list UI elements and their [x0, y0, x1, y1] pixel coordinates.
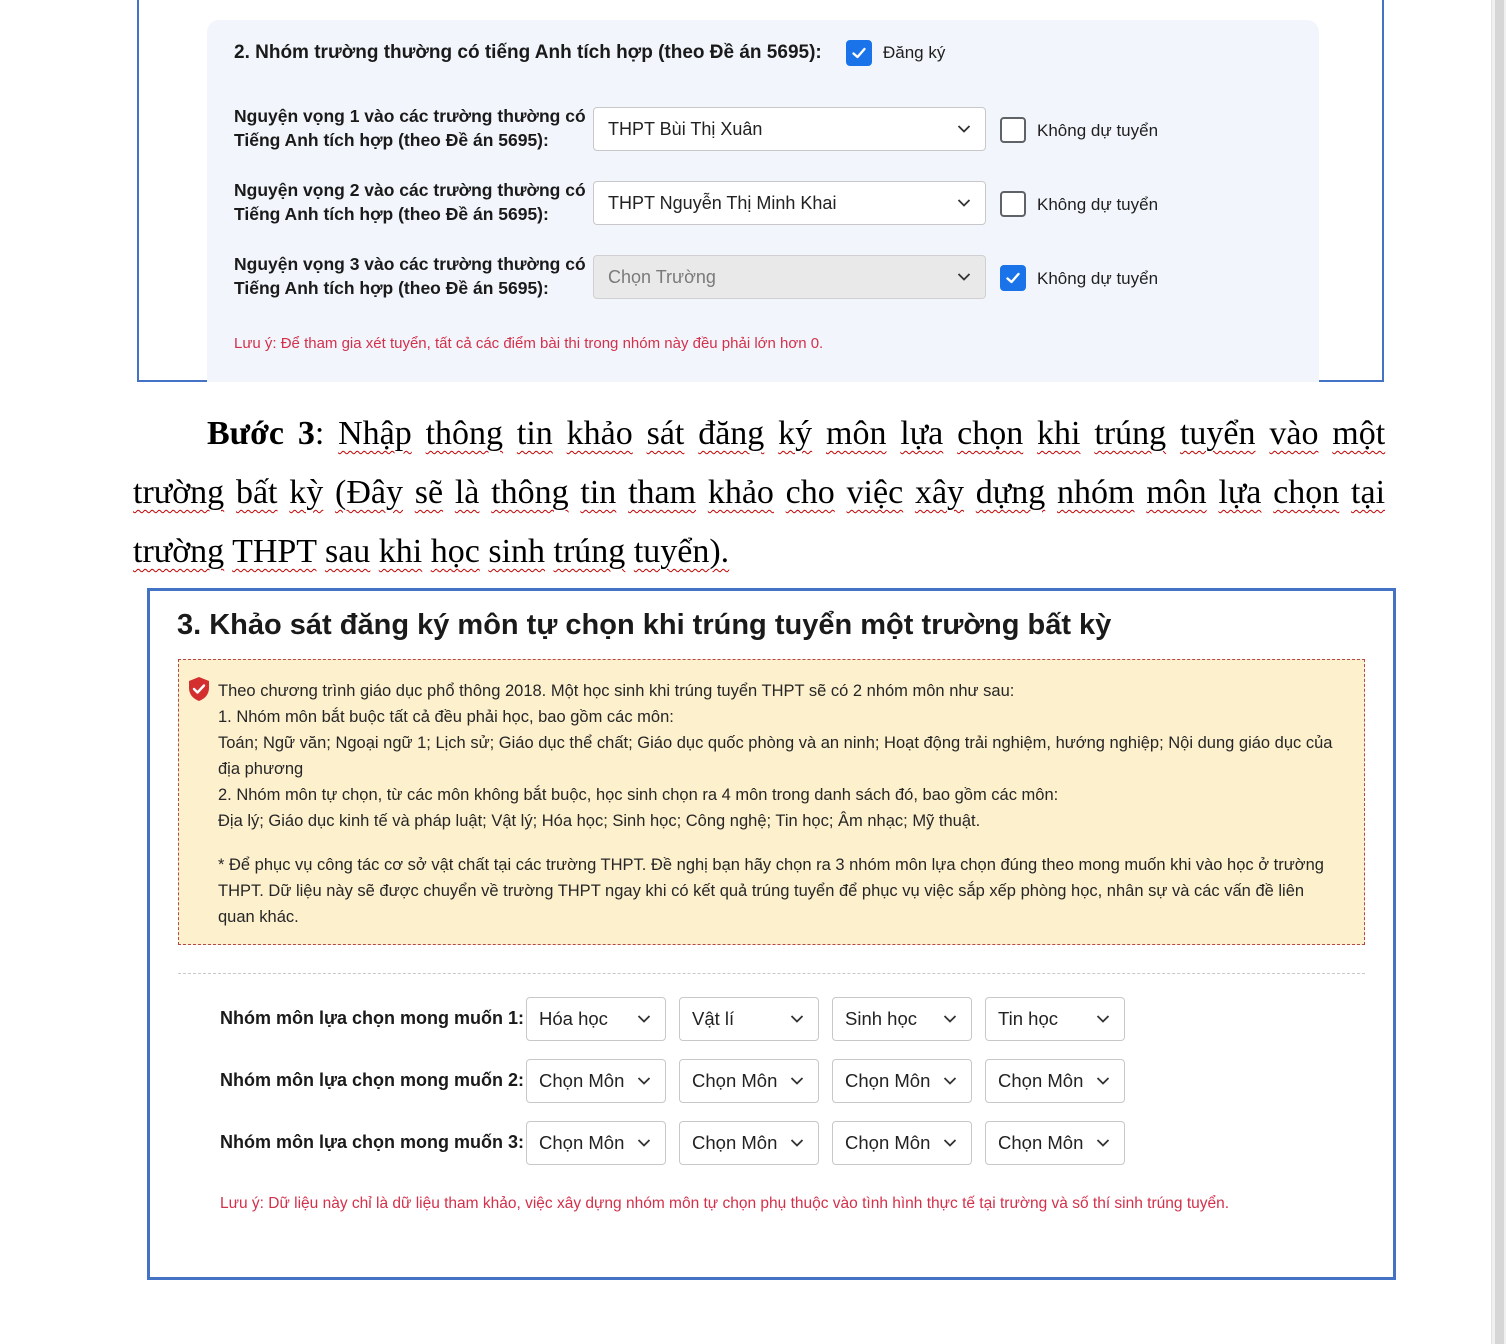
group-2-subject-select-2[interactable] [679, 1059, 819, 1103]
subject-select-value: Chọn Môn [998, 1132, 1084, 1153]
group-2-subject-select-1[interactable] [526, 1059, 666, 1103]
chevron-down-icon [637, 1015, 651, 1024]
subject-select-value: Sinh học [845, 1008, 917, 1029]
group-1-subject-select-1[interactable] [526, 997, 666, 1041]
group-2-label: Nhóm môn lựa chọn mong muốn 2: [220, 1070, 525, 1090]
chevron-down-icon [1096, 1077, 1110, 1086]
paragraph-word: kỳ [289, 474, 324, 511]
wish-1-school-select[interactable] [593, 107, 986, 151]
group-3-subject-select-3[interactable] [832, 1121, 972, 1165]
paragraph-word: chọn [957, 415, 1024, 452]
wish-2-label [234, 178, 594, 226]
section3-screenshot-frame [147, 588, 1396, 1280]
paragraph-word: trúng [1094, 415, 1167, 452]
paragraph-word: khi [1037, 415, 1081, 452]
paragraph-word: THPT [232, 533, 317, 570]
subject-select-value: Vật lí [692, 1008, 735, 1029]
chevron-down-icon [637, 1077, 651, 1086]
subject-select-value: Chọn Môn [539, 1132, 625, 1153]
register-checkbox[interactable] [846, 40, 872, 66]
wish-3-decline-label: Không dự tuyển [1037, 269, 1159, 288]
section2-title: 2. Nhóm trường thường có tiếng Anh tích hợp (theo Đề án 5695): [234, 42, 822, 63]
wish-2-label-line1: Nguyện vọng 2 vào các trường thường có [234, 180, 586, 200]
paragraph-word: trường [133, 474, 225, 511]
divider [178, 973, 1365, 974]
wish-1-label [234, 104, 594, 152]
paragraph-word: tại [1351, 474, 1386, 511]
subject-select-value: Chọn Môn [845, 1132, 931, 1153]
paragraph-word: sát [646, 415, 685, 452]
paragraph-word: khảo [566, 415, 633, 452]
shield-check-icon [187, 676, 211, 702]
group-3-subject-select-4[interactable] [985, 1121, 1125, 1165]
section3-title: 3. Khảo sát đăng ký môn tự chọn khi trúng tuyển một trường bất kỳ [177, 609, 1112, 641]
section2-note: Lưu ý: Để tham gia xét tuyển, tất cả các điểm bài thi trong nhóm này đều phải lớn hơn 0. [234, 335, 824, 352]
paragraph-word: bất [235, 474, 278, 511]
step3-label: Bước 3 [207, 415, 315, 452]
paragraph-word: ký [778, 415, 813, 452]
paragraph-word: khi [378, 533, 423, 570]
chevron-down-icon [790, 1139, 804, 1148]
wish-2-decline-checkbox[interactable] [1000, 191, 1026, 217]
wish-3-decline-checkbox[interactable] [1000, 265, 1026, 291]
paragraph-word: sau [324, 533, 371, 570]
register-label: Đăng ký [883, 43, 946, 62]
paragraph-word: môn [1146, 474, 1207, 511]
paragraph-word: đăng [698, 415, 765, 452]
wish-1-decline-checkbox[interactable] [1000, 117, 1026, 143]
wish-3-selected-value: Chọn Trường [608, 266, 716, 287]
group-2-subject-select-3[interactable] [832, 1059, 972, 1103]
wish-3-label-line2: Tiếng Anh tích hợp (theo Đề án 5695): [234, 278, 549, 298]
chevron-down-icon [790, 1015, 804, 1024]
paragraph-word: thông [425, 415, 504, 452]
group-1-subject-select-4[interactable] [985, 997, 1125, 1041]
notice-line-6: * Để phục vụ công tác cơ sở vật chất tại các trường THPT. Đề nghị bạn hãy chọn ra 3 nhóm môn lựa chọn đúng theo mong muốn khi vào học ở trường THPT. Dữ liệu này sẽ được chuyển về trường THPT ngay khi có kết quả trúng tuyển để phục vụ việc sắp xếp phòng học, nhân sự và các vấn đề liên quan khác. [218, 856, 1324, 926]
paragraph-word: xây [914, 474, 965, 511]
wish-1-label-line2: Tiếng Anh tích hợp (theo Đề án 5695): [234, 130, 549, 150]
wish-1-decline-label: Không dự tuyển [1037, 121, 1159, 140]
chevron-down-icon [1096, 1139, 1110, 1148]
chevron-down-icon [943, 1077, 957, 1086]
chevron-down-icon [637, 1139, 651, 1148]
step3-text [133, 415, 1385, 570]
scrollbar-thumb[interactable] [1495, 0, 1504, 1344]
notice-line-3: Toán; Ngữ văn; Ngoại ngữ 1; Lịch sử; Giáo dục thể chất; Giáo dục quốc phòng và an ninh; Hoạt động trải nghiệm, hướng nghiệp; Nội dung giáo dục của địa phương [218, 734, 1333, 778]
paragraph-word: tuyển). [633, 533, 730, 570]
group-3-label: Nhóm môn lựa chọn mong muốn 3: [220, 1132, 525, 1152]
paragraph-word: là [454, 474, 480, 511]
group-3-subject-select-2[interactable] [679, 1121, 819, 1165]
wish-3-label-line1: Nguyện vọng 3 vào các trường thường có [234, 254, 586, 274]
subject-select-value: Chọn Môn [998, 1070, 1084, 1091]
chevron-down-icon [943, 1015, 957, 1024]
subject-select-value: Tin học [998, 1008, 1058, 1029]
scrollbar-track[interactable] [1491, 0, 1506, 1344]
notice-text [218, 678, 1338, 930]
notice-line-5: Địa lý; Giáo dục kinh tế và pháp luật; Vật lý; Hóa học; Sinh học; Công nghệ; Tin học; Âm nhạc; Mỹ thuật. [218, 812, 981, 830]
paragraph-word: chọn [1273, 474, 1340, 511]
paragraph-word: sẽ [414, 474, 444, 511]
paragraph-word: môn [826, 415, 887, 452]
paragraph-word: học [430, 533, 480, 570]
paragraph-word: lựa [900, 415, 944, 452]
paragraph-word: khảo [707, 474, 774, 511]
wish-3-school-select[interactable] [593, 255, 986, 299]
paragraph-word: Nhập [338, 415, 412, 452]
paragraph-word: một [1332, 415, 1386, 452]
paragraph-word: trúng [553, 533, 626, 570]
wish-3-label [234, 252, 594, 300]
chevron-down-icon [957, 125, 971, 134]
wish-1-label-line1: Nguyện vọng 1 vào các trường thường có [234, 106, 586, 126]
paragraph-word: sinh [488, 533, 546, 570]
paragraph-word: cho [785, 474, 835, 511]
group-1-subject-select-3[interactable] [832, 997, 972, 1041]
paragraph-word: tin [516, 415, 553, 452]
step3-paragraph: Bước 3: Nhập thông tin khảo sát đăng ký môn lựa chọn khi trúng tuyển vào một trường bất kỳ (Đây sẽ là thông tin tham khảo cho việc xây dựng nhóm môn lựa chọn tại trường THPT sau khi học sinh trúng tuyển). [133, 415, 1386, 570]
chevron-down-icon [957, 199, 971, 208]
wish-2-decline-label: Không dự tuyển [1037, 195, 1159, 214]
notice-line-2: 1. Nhóm môn bắt buộc tất cả đều phải học, bao gồm các môn: [218, 708, 674, 726]
subject-select-value: Hóa học [539, 1008, 608, 1029]
subject-select-value: Chọn Môn [692, 1070, 778, 1091]
paragraph-word: trường [133, 533, 225, 570]
subject-select-value: Chọn Môn [692, 1132, 778, 1153]
chevron-down-icon [943, 1139, 957, 1148]
paragraph-word: tin [580, 474, 617, 511]
check-icon [851, 45, 867, 61]
check-icon [1005, 270, 1021, 286]
subject-select-value: Chọn Môn [539, 1070, 625, 1091]
notice-box [178, 659, 1365, 945]
paragraph-word: dựng [975, 474, 1046, 511]
notice-line-1: Theo chương trình giáo dục phổ thông 2018. Một học sinh khi trúng tuyển THPT sẽ có 2 nhóm môn như sau: [218, 682, 1015, 700]
wish-2-label-line2: Tiếng Anh tích hợp (theo Đề án 5695): [234, 204, 549, 224]
paragraph-word: nhóm [1057, 474, 1135, 511]
wish-1-selected-value: THPT Bùi Thị Xuân [608, 118, 763, 139]
subject-select-value: Chọn Môn [845, 1070, 931, 1091]
paragraph-word: việc [846, 474, 904, 511]
chevron-down-icon [957, 273, 971, 282]
wish-2-school-select[interactable] [593, 181, 986, 225]
group-1-subject-select-2[interactable] [679, 997, 819, 1041]
wish-2-selected-value: THPT Nguyễn Thị Minh Khai [608, 192, 837, 213]
chevron-down-icon [790, 1077, 804, 1086]
paragraph-word: tuyển [1179, 415, 1256, 452]
paragraph-word: thông [491, 474, 569, 511]
chevron-down-icon [1096, 1015, 1110, 1024]
group-3-subject-select-1[interactable] [526, 1121, 666, 1165]
paragraph-word: (Đây [335, 474, 403, 511]
group-2-subject-select-4[interactable] [985, 1059, 1125, 1103]
group-1-label: Nhóm môn lựa chọn mong muốn 1: [220, 1008, 525, 1028]
paragraph-word: lựa [1218, 474, 1262, 511]
section3-note: Lưu ý: Dữ liệu này chỉ là dữ liệu tham khảo, việc xây dựng nhóm môn tự chọn phụ thuộc vào tình hình thực tế tại trường và số thí sinh trúng tuyển. [220, 1195, 1230, 1212]
paragraph-word: vào [1269, 415, 1319, 452]
section2-panel [207, 20, 1319, 382]
notice-line-4: 2. Nhóm môn tự chọn, từ các môn không bắt buộc, học sinh chọn ra 4 môn trong danh sách đó, bao gồm các môn: [218, 786, 1059, 804]
section2-screenshot-frame [137, 0, 1384, 382]
paragraph-word: tham [628, 474, 697, 511]
